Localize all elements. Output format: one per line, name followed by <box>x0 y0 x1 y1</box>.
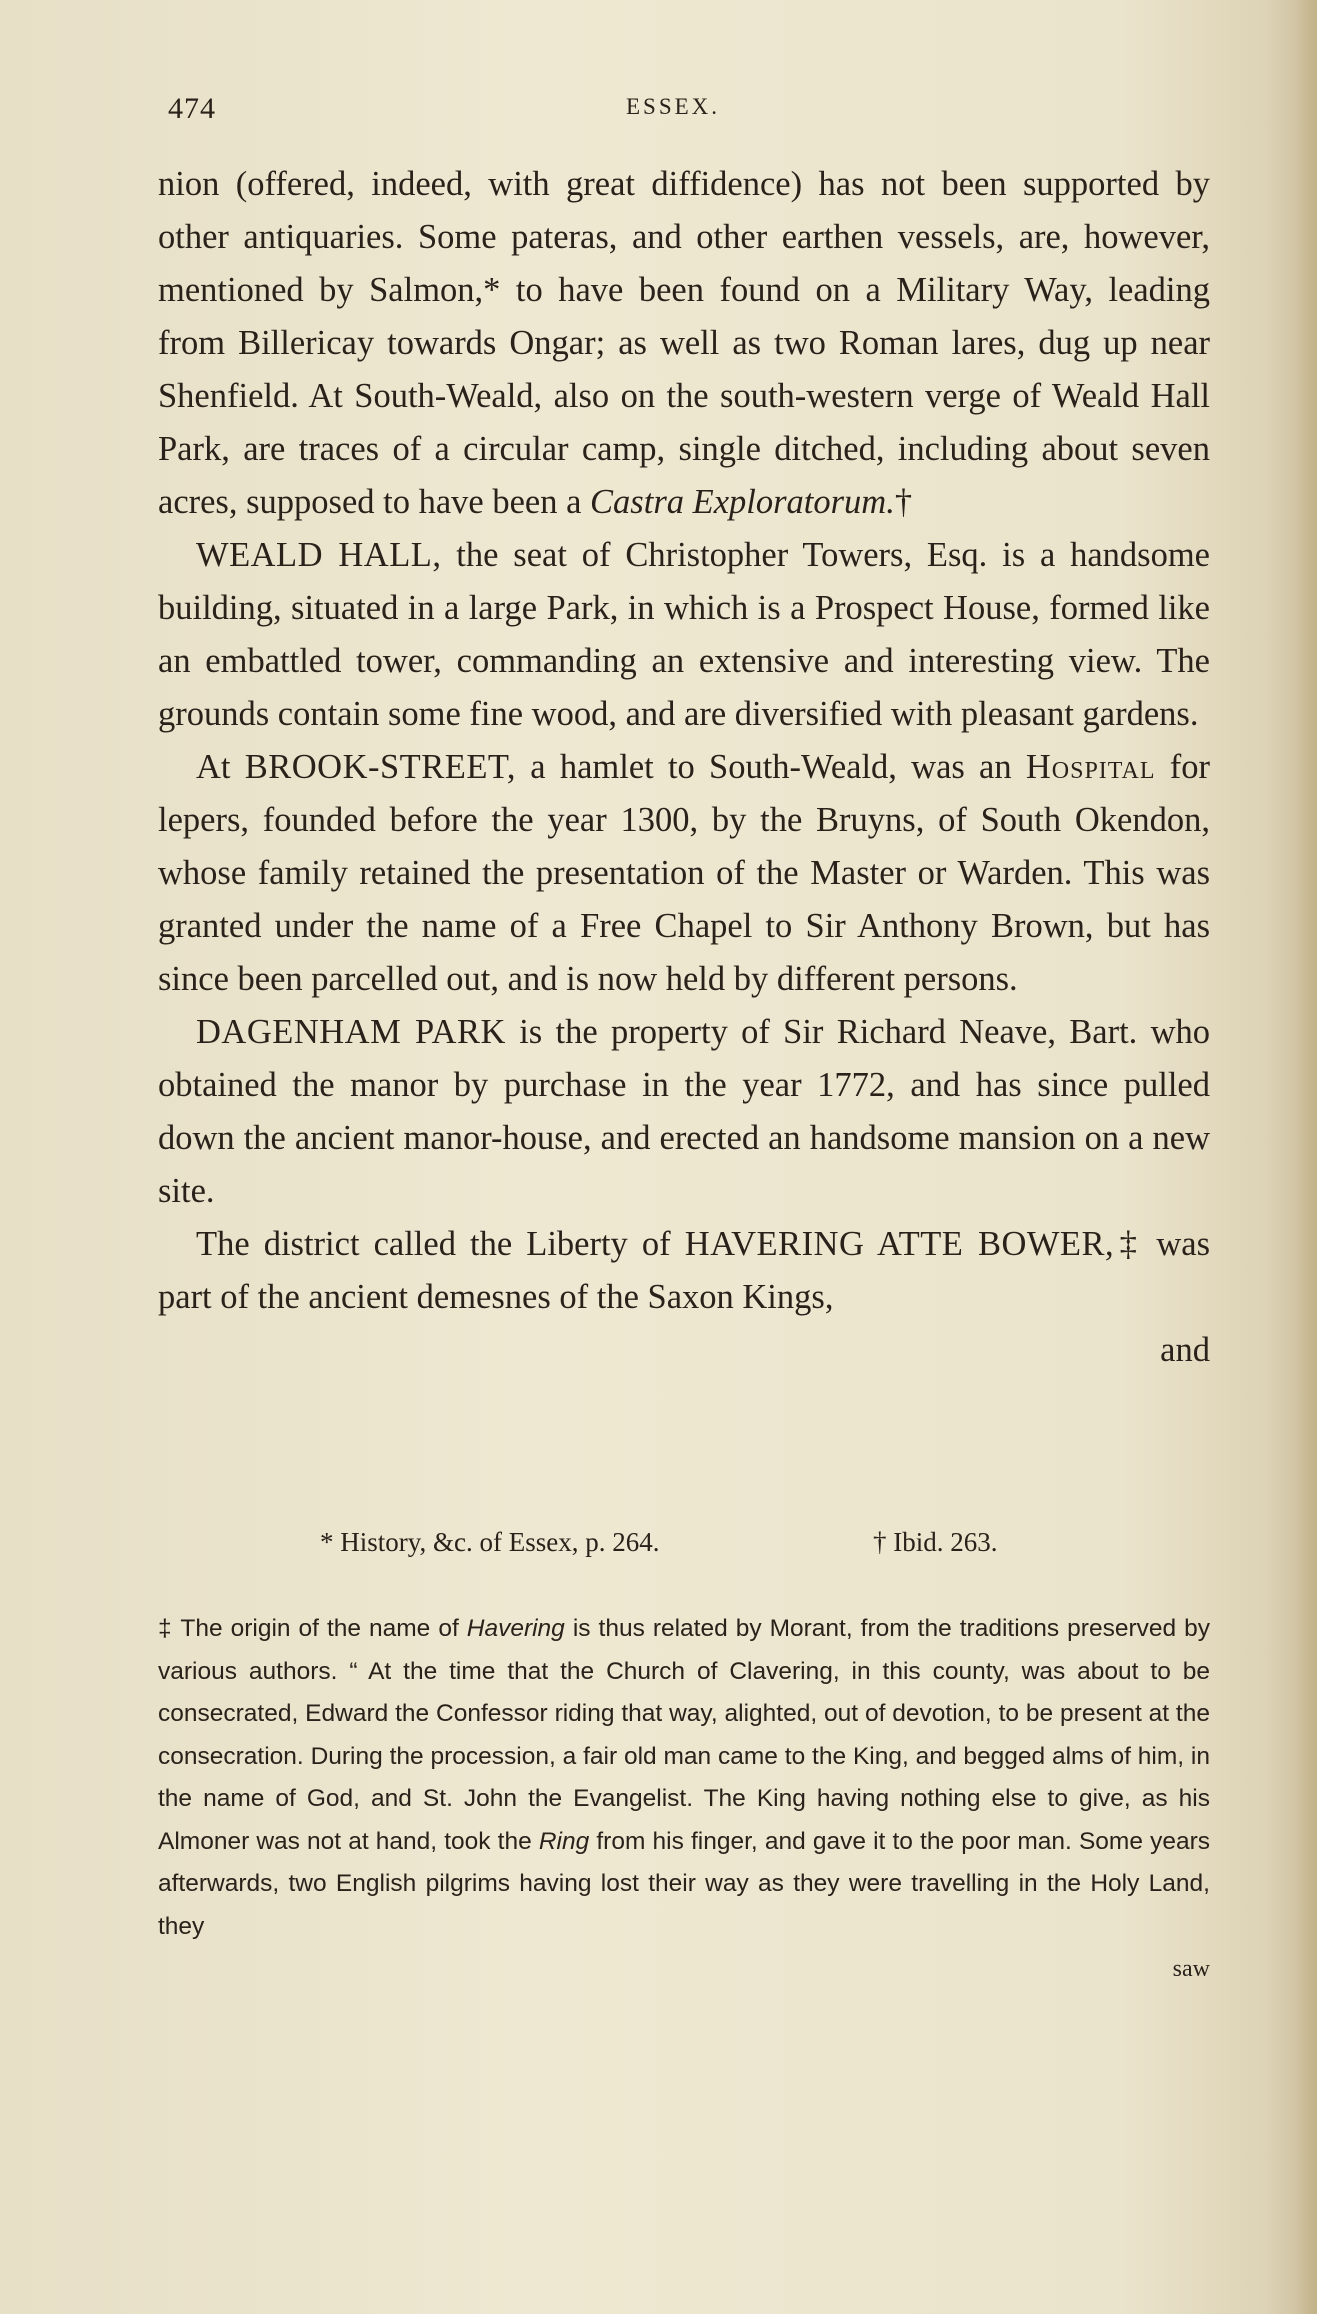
catchword: and <box>1160 1331 1210 1369</box>
footnote-paragraph <box>158 1608 1210 1948</box>
paragraph-weald-hall <box>158 529 1210 741</box>
paragraph-havering <box>158 1218 1210 1324</box>
italic-term: Havering <box>466 1615 565 1642</box>
text-span: for lepers, founded before the year 1300, by the Bruyns, of South Okendon, whose family retained the presentation of the Master or Warden. This was granted under the name of a Free Chapel to Sir Anthony Brown, but has since been parcelled out, and is now held by different persons. <box>158 748 1210 998</box>
place-name: HAVERING ATTE BOWER, <box>684 1225 1115 1263</box>
italic-term: Castra Exploratorum. <box>590 483 895 521</box>
footnote-mark: † <box>894 483 913 521</box>
page-header <box>168 92 1218 132</box>
italic-term: Ring <box>538 1827 590 1855</box>
main-text <box>158 158 1210 1377</box>
page-number: 474 <box>168 92 216 125</box>
place-name: BROOK-STREET, <box>244 748 517 786</box>
place-name: DAGENHAM PARK <box>196 1013 506 1051</box>
paragraph-roman-remains <box>158 158 1210 529</box>
text-span: ‡ The origin of the name of <box>158 1615 467 1642</box>
text-span: is the property of Sir Richard Neave, Bart. who obtained the manor by purchase in the year 1772, and has since pulled down the ancient manor-house, and erected an handsome mansion on a new site. <box>158 1013 1210 1210</box>
page-edge-shadow <box>1295 0 1317 2314</box>
footnote-star: * History, &c. of Essex, p. 264. <box>320 1527 660 1557</box>
text-span: the seat of Christopher Towers, Esq. is a handsome building, situated in a large Park, in which is a Prospect House, formed like an embattled tower, commanding an extensive and interesting view. The grounds contain some fine wood, and are diversified with pleasant gardens. <box>158 536 1210 733</box>
smallcaps-term: Hospital <box>1025 748 1156 786</box>
text-span: nion (offered, indeed, with great diffidence) has not been supported by other antiquaries. Some pateras, and other earthen vessels, are, however, mentioned by Salmon,* to have been found on a Military Way, leading from Billericay towards Ongar; as well as two Roman lares, dug up near Shenfield. At South-Weald, also on the south-western verge of Weald Hall Park, are traces of a circular camp, single ditched, including about seven acres, supposed to have been a <box>158 165 1210 521</box>
paragraph-dagenham-park <box>158 1006 1210 1218</box>
text-span: is thus related by Morant, from the traditions preserved by various authors. “ At the time that the Church of Clavering, in this county, was about to be consecrated, Edward the Confessor riding that way, alighted, out of devotion, to be present at the consecration. During the procession, a fair old man came to the King, and begged alms of him, in the name of God, and St. John the Evangelist. The King having nothing else to give, as his Almoner was not at hand, took the <box>158 1615 1210 1855</box>
text-span: from his finger, and gave it to the poor man. Some years afterwards, two English pilgrims having lost their way as they were travelling in the Holy Land, they <box>158 1827 1210 1940</box>
running-head: ESSEX. <box>626 94 721 119</box>
footnote-catchword: saw <box>1172 1956 1210 1982</box>
place-name: WEALD HALL, <box>196 536 442 574</box>
text-span: At <box>196 748 245 786</box>
text-span: ‡ was part of the ancient demesnes of the Saxon Kings, <box>158 1225 1211 1316</box>
text-span: a hamlet to South-Weald, was an <box>516 748 1026 786</box>
footnote-havering-origin <box>158 1608 1210 1991</box>
footnote-dagger: † Ibid. 263. <box>873 1527 998 1557</box>
paragraph-brook-street <box>158 741 1210 1006</box>
text-span: The district called the Liberty of <box>196 1225 685 1263</box>
